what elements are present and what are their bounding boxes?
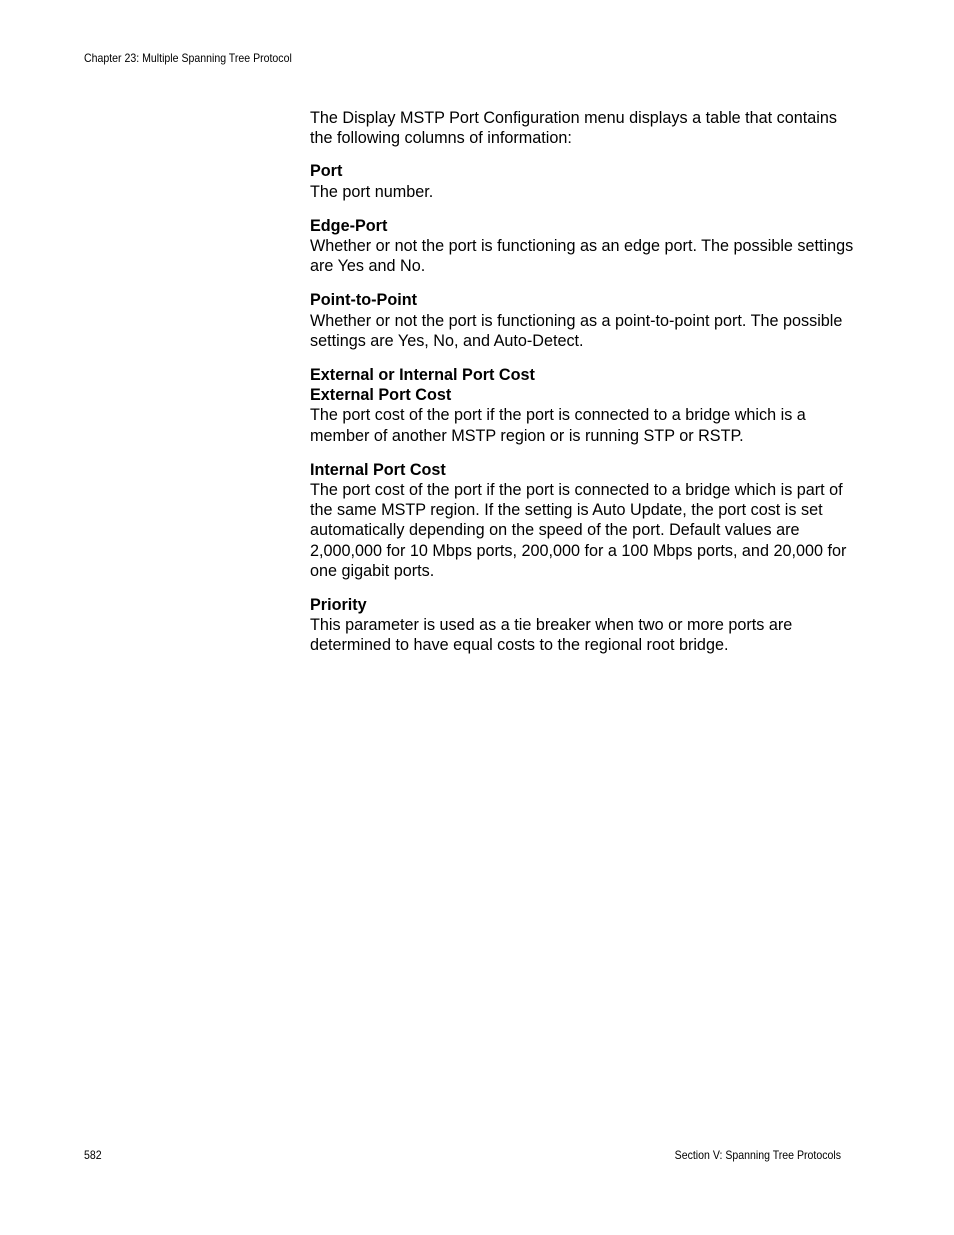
running-header: Chapter 23: Multiple Spanning Tree Protocol <box>84 51 292 65</box>
section-title: Section V: Spanning Tree Protocols <box>674 1148 841 1162</box>
description-internal-port-cost: The port cost of the port if the port is connected to a bridge which is part of the same MSTP region. If the setting is Auto Update, the port cost is set automatically depending on the speed of the port. Default values are 2,000,000 for 10 Mbps ports, 200,000 for a 100 Mbps ports, and 20,000 for one gigabit ports. <box>310 481 847 580</box>
definition-external-port-cost <box>310 365 855 446</box>
page-number: 582 <box>84 1148 102 1162</box>
term-external-or-internal-port-cost: External or Internal Port Cost <box>310 366 535 385</box>
description-point-to-point: Whether or not the port is functioning as a point-to-point port. The possible settings are Yes, No, and Auto-Detect. <box>310 311 843 350</box>
term-port: Port <box>310 162 343 181</box>
term-point-to-point: Point-to-Point <box>310 291 417 310</box>
description-port: The port number. <box>310 182 434 201</box>
term-priority: Priority <box>310 596 367 615</box>
description-edge-port: Whether or not the port is functioning as an edge port. The possible settings are Yes and No. <box>310 237 854 276</box>
definition-edge-port <box>310 216 855 277</box>
definition-priority <box>310 595 855 656</box>
description-priority: This parameter is used as a tie breaker when two or more ports are determined to have equal costs to the regional root bridge. <box>310 616 793 655</box>
term-edge-port: Edge-Port <box>310 216 388 235</box>
definition-port <box>310 161 855 201</box>
definition-point-to-point <box>310 290 855 351</box>
term-external-port-cost: External Port Cost <box>310 386 452 405</box>
page-content <box>310 108 855 670</box>
intro-paragraph: The Display MSTP Port Configuration menu displays a table that contains the following columns of information: <box>310 109 837 148</box>
description-external-port-cost: The port cost of the port if the port is connected to a bridge which is a member of another MSTP region or is running STP or RSTP. <box>310 406 806 445</box>
term-internal-port-cost: Internal Port Cost <box>310 460 446 479</box>
definition-internal-port-cost <box>310 460 855 581</box>
